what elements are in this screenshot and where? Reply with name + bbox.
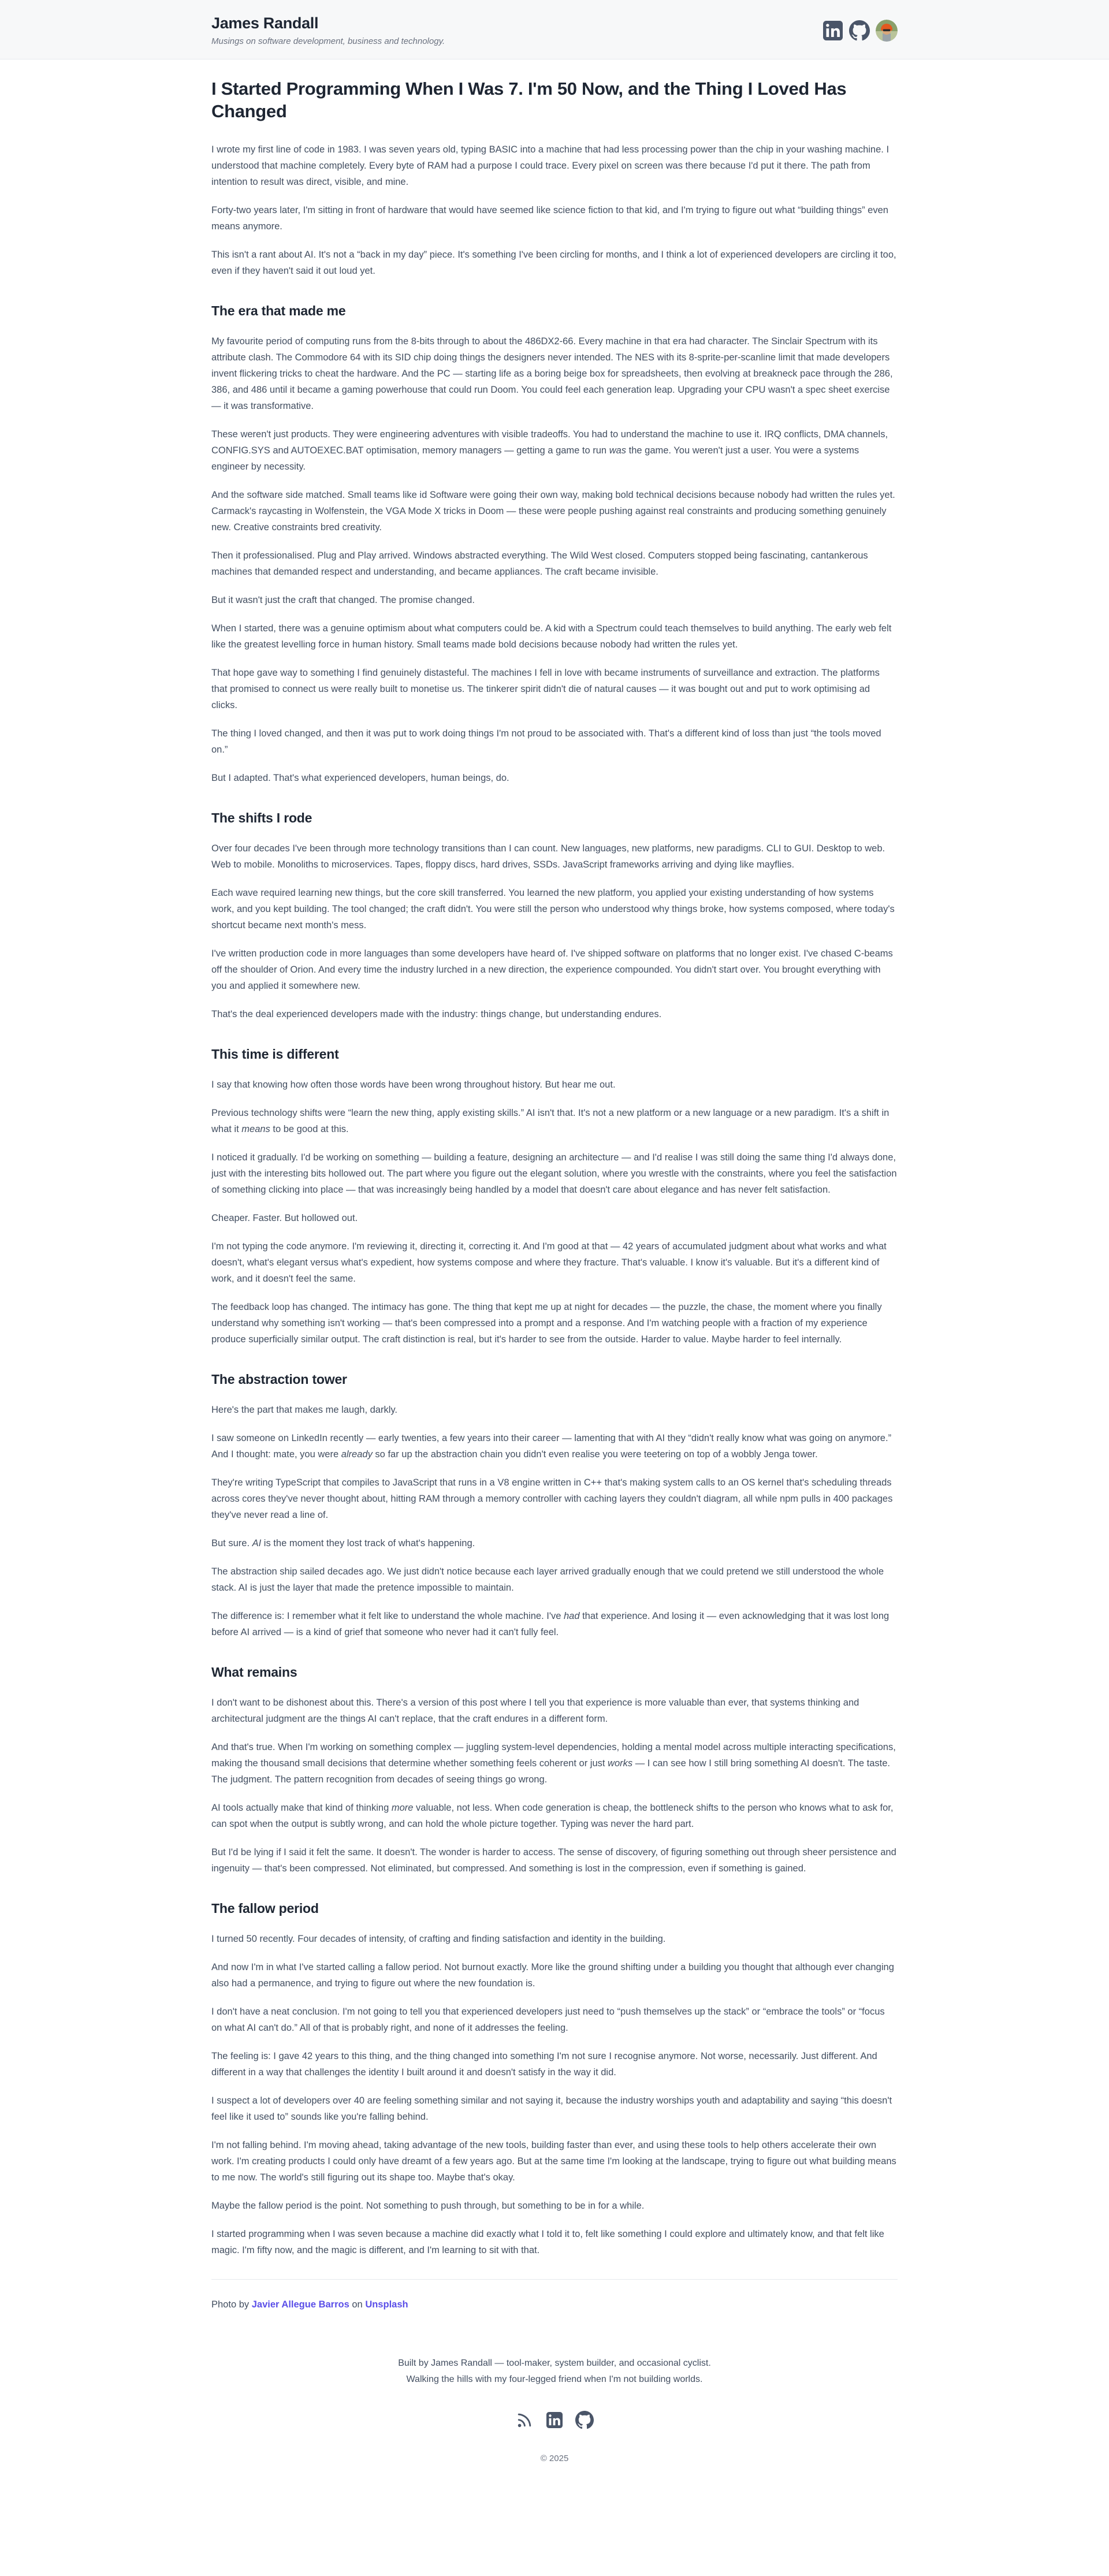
section-heading: This time is different: [211, 1046, 339, 1062]
article-paragraph: I saw someone on LinkedIn recently — early twenties, a few years into their career — lamenting that with AI they “didn't really know what was going on anymore.” And I thought: mate, you were already so far up the abstraction chain you didn't even realise you were teetering on top of a wobbly Jenga tower.: [211, 1432, 892, 1460]
site-footer: [0, 2355, 1109, 2576]
site-identity: [211, 14, 445, 46]
article-paragraph: Here's the part that makes me laugh, darkly.: [211, 1404, 397, 1415]
article-paragraph: But it wasn't just the craft that changed. The promise changed.: [211, 594, 475, 605]
article-paragraph: Previous technology shifts were “learn the new thing, apply existing skills.” AI isn't that. It's not a new platform or a new language or a new paradigm. It's a shift in what it means to be good at this.: [211, 1107, 890, 1134]
article-paragraph: Forty-two years later, I'm sitting in front of hardware that would have seemed like science fiction to that kid, and I'm trying to figure out what “building things” even means anymore.: [211, 204, 888, 232]
article-paragraph: But I adapted. That's what experienced developers, human beings, do.: [211, 772, 509, 783]
article-paragraph: The difference is: I remember what it felt like to understand the whole machine. I've had that experience. And losing it — even acknowledging that it was lost long before AI arrived — is a kind of grief that someone who never had it can't fully feel.: [211, 1610, 890, 1637]
article-paragraph: Over four decades I've been through more technology transitions than I can count. New languages, new platforms, new paradigms. CLI to GUI. Desktop to web. Web to mobile. Monoliths to microservices. Tapes, floppy discs, hard drives, SSDs. JavaScript frameworks arriving and dying like mayflies.: [211, 843, 885, 870]
linkedin-icon[interactable]: [823, 20, 843, 41]
article-paragraph: But I'd be lying if I said it felt the same. It doesn't. The wonder is harder to access. The sense of discovery, of figuring something out through sheer persistence and ingenuity — that's been compressed. Not eliminated, but compressed. And something is lost in the compression, even if something is gained.: [211, 1847, 896, 1874]
section-heading: The era that made me: [211, 303, 346, 318]
site-tagline: Musings on software development, business and technology.: [211, 36, 445, 46]
article-paragraph: Each wave required learning new things, but the core skill transferred. You learned the new platform, you applied your existing understanding of how systems work, and you kept building. The tool changed; the craft didn't. You were still the person who understood why things broke, how systems composed, where today's shortcut became next month's mess.: [211, 887, 895, 930]
article-paragraph: The abstraction ship sailed decades ago. We just didn't notice because each layer arrived gradually enough that we could pretend we still understood the whole stack. AI is just the layer that made the pretence impossible to maintain.: [211, 1566, 884, 1593]
article-paragraph: They're writing TypeScript that compiles to JavaScript that runs in a V8 engine written in C++ that's making system calls to an OS kernel that's scheduling threads across cores they've never thought about, hitting RAM through a memory controller with caching layers they couldn't diagram, all while npm pulls in 400 packages they've never read a line of.: [211, 1477, 893, 1520]
article-paragraph: I suspect a lot of developers over 40 are feeling something similar and not saying it, because the industry worships youth and adaptability and saying “this doesn't feel like it used to” sounds like you're falling behind.: [211, 2095, 892, 2122]
article-paragraph: My favourite period of computing runs from the 8-bits through to about the 486DX2-66. Every machine in that era had character. The Sinclair Spectrum with its attribute clash. The Commodore 64 with its SID chip doing things the designers never intended. The NES with its 8-sprite-per-scanline limit that made developers invent flickering tricks to cheat the hardware. And the PC — starting life as a boring beige box for spreadsheets, then evolving at breakneck pace through the 286, 386, and 486 until it became a gaming powerhouse that could run Doom. You could feel each generation leap. Upgrading your CPU wasn't a spec sheet exercise — it was transformative.: [211, 336, 893, 411]
article-paragraph: I've written production code in more languages than some developers have heard of. I've shipped software on platforms that no longer exist. I've chased C-beams off the shoulder of Orion. And every time the industry lurched in a new direction, the experience compounded. You didn't start over. You brought everything with you and applied it somewhere new.: [211, 948, 893, 991]
article-paragraph: The thing I loved changed, and then it was put to work doing things I'm not proud to be associated with. That's a different kind of loss than just “the tools moved on.”: [211, 728, 881, 755]
section-heading: The abstraction tower: [211, 1371, 347, 1387]
footer-tagline: Walking the hills with my four-legged friend when I'm not building worlds.: [406, 2374, 703, 2384]
article-paragraph: Maybe the fallow period is the point. Not something to push through, but something to be in for a while.: [211, 2200, 645, 2211]
footer-social-links: [0, 2411, 1109, 2429]
article-paragraph: I wrote my first line of code in 1983. I was seven years old, typing BASIC into a machine that had less processing power than the chip in your washing machine. I understood that machine completely. Every byte of RAM had a purpose I could trace. Every pixel on screen was there because I'd put it there. The path from intention to result was direct, visible, and mine.: [211, 144, 890, 187]
article-paragraph: And now I'm in what I've started calling a fallow period. Not burnout exactly. More like the ground shifting under a building you thought that although ever changing also had a permanence, and trying to figure out where the new foundation is.: [211, 1961, 894, 1989]
article-paragraph: I started programming when I was seven because a machine did exactly what I told it to, felt like something I could explore and ultimately know, and that felt like magic. I'm fifty now, and the magic is different, and I'm learning to sit with that.: [211, 2228, 884, 2255]
divider: [211, 2279, 898, 2280]
article-paragraph: AI tools actually make that kind of thinking more valuable, not less. When code generation is cheap, the bottleneck shifts to the person who knows what to ask for, can spot when the output is subtly wrong, and can hold the whole picture together. Typing was never the hard part.: [211, 1802, 894, 1829]
section-heading: The shifts I rode: [211, 810, 312, 825]
article-paragraph: Then it professionalised. Plug and Play arrived. Windows abstracted everything. The Wild West closed. Computers stopped being fascinating, cantankerous machines that demanded respect and understanding, and became appliances. The craft became invisible.: [211, 550, 868, 577]
article-paragraph: But sure. AI is the moment they lost track of what's happening.: [211, 1538, 475, 1548]
header-social-links: [823, 20, 898, 42]
article-paragraph: I turned 50 recently. Four decades of intensity, of crafting and finding satisfaction and identity in the building.: [211, 1933, 666, 1944]
article-paragraph: And the software side matched. Small teams like id Software were going their own way, making bold technical decisions because nobody had written the rules yet. Carmack's raycasting in Wolfenstein, the VGA Mode X tricks in Doom — these were people pushing against real constraints and producing something genuinely new. Creative constraints bred creativity.: [211, 489, 895, 533]
photo-source-link[interactable]: Unsplash: [365, 2299, 408, 2310]
github-icon[interactable]: [849, 20, 870, 41]
article-paragraph: I don't have a neat conclusion. I'm not going to tell you that experienced developers just need to “push themselves up the stack” or “embrace the tools” or “focus on what AI can't do.” All of that is probably right, and none of it addresses the feeling.: [211, 2006, 885, 2033]
rss-icon[interactable]: [515, 2411, 534, 2429]
article-paragraph: Cheaper. Faster. But hollowed out.: [211, 1212, 358, 1223]
article-paragraph: This isn't a rant about AI. It's not a “back in my day” piece. It's something I've been circling for months, and I think a lot of experienced developers are circling it too, even if they haven't said it out loud yet.: [211, 249, 896, 276]
footer-byline: Built by James Randall — tool-maker, system builder, and occasional cyclist.: [398, 2358, 711, 2368]
article-paragraph: I don't want to be dishonest about this. There's a version of this post where I tell you that experience is more valuable than ever, that systems thinking and architectural judgment are the things AI can't replace, that the craft endures in a different form.: [211, 1697, 859, 1724]
article-paragraph: When I started, there was a genuine optimism about what computers could be. A kid with a Spectrum could teach themselves to build anything. The early web felt like the greatest levelling force in human history. Small teams made bold decisions because nobody had written the rules yet.: [211, 623, 892, 650]
section-heading: The fallow period: [211, 1900, 319, 1916]
article-title: I Started Programming When I Was 7. I'm 50 Now, and the Thing I Loved Has Changed: [211, 79, 847, 121]
article-paragraph: I noticed it gradually. I'd be working on something — building a feature, designing an architecture — and I'd realise I was still doing the same thing I'd always done, just with the interesting bits hollowed out. The part where you figure out the elegant solution, where you wrestle with the constraints, where you feel the satisfaction of something clicking into place — that was increasingly being handled by a model that doesn't care about elegance and has never felt satisfaction.: [211, 1152, 897, 1195]
article-paragraph: I'm not typing the code anymore. I'm reviewing it, directing it, correcting it. And I'm good at that — 42 years of accumulated judgment about what works and what doesn't, what's elegant versus what's expedient, how systems compose and where they fracture. That's valuable. I know it's valuable. But it's a different kind of work, and it doesn't feel the same.: [211, 1241, 887, 1284]
article-paragraph: The feeling is: I gave 42 years to this thing, and the thing changed into something I'm not sure I recognise anymore. Not worse, necessarily. Just different. And different in a way that challenges the identity I built around it and doesn't satisfy in the way it did.: [211, 2050, 877, 2078]
article: [211, 59, 898, 2310]
article-body: [211, 142, 898, 2258]
article-paragraph: These weren't just products. They were engineering adventures with visible tradeoffs. You had to understand the machine to use it. IRQ conflicts, DMA channels, CONFIG.SYS and AUTOEXEC.BAT optimisation, memory managers — getting a game to run was the game. You weren't just a user. You were a systems engineer by necessity.: [211, 429, 888, 472]
article-paragraph: That's the deal experienced developers made with the industry: things change, but understanding endures.: [211, 1008, 662, 1019]
section-heading: What remains: [211, 1664, 297, 1680]
copyright: © 2025: [540, 2453, 569, 2463]
site-header: [0, 0, 1109, 59]
photo-credit-middle: on: [349, 2299, 366, 2310]
article-paragraph: I say that knowing how often those words have been wrong throughout history. But hear me out.: [211, 1079, 616, 1090]
article-paragraph: That hope gave way to something I find genuinely distasteful. The machines I fell in love with became instruments of surveillance and extraction. The platforms that promised to connect us were really built to monetise us. The tinkerer spirit didn't die of natural causes — it was bought out and put to work optimising ad clicks.: [211, 667, 880, 710]
article-paragraph: I'm not falling behind. I'm moving ahead, taking advantage of the new tools, building faster than ever, and using these tools to help others accelerate their own work. I'm creating products I could only have dreamt of a few years ago. But at the same time I'm looking at the landscape, trying to figure out what building means to me now. The world's still figuring out its shape too. Maybe that's okay.: [211, 2139, 896, 2183]
avatar[interactable]: [876, 20, 898, 42]
photo-credit: [211, 2299, 898, 2310]
github-icon[interactable]: [575, 2411, 594, 2429]
article-paragraph: The feedback loop has changed. The intimacy has gone. The thing that kept me up at night for decades — the puzzle, the chase, the moment where you finally understand why something isn't working — that's been compressed into a prompt and a response. And I'm watching people with a fraction of my experience produce superficially similar output. The craft distinction is real, but it's harder to see from the outside. Harder to value. Maybe harder to feel internally.: [211, 1301, 882, 1345]
photo-author-link[interactable]: Javier Allegue Barros: [251, 2299, 349, 2310]
photo-credit-prefix: Photo by: [211, 2299, 252, 2310]
article-paragraph: And that's true. When I'm working on something complex — juggling system-level dependencies, holding a mental model across multiple interacting specifications, making the thousand small decisions that determine whether something feels coherent or just works — I can see how I still bring something AI doesn't. The taste. The judgment. The pattern recognition from decades of seeing things go wrong.: [211, 1741, 896, 1785]
site-name: James Randall: [211, 14, 319, 32]
linkedin-icon[interactable]: [545, 2411, 564, 2429]
